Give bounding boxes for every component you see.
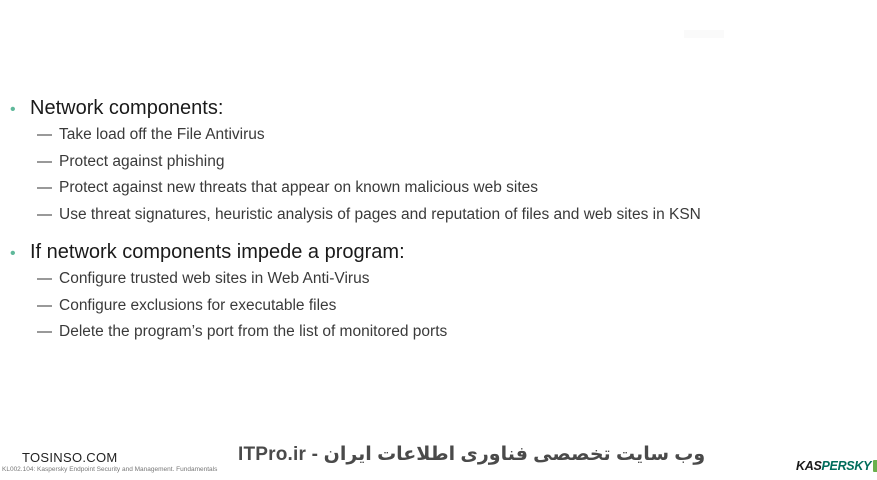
list-item <box>10 175 870 202</box>
sub-list <box>10 122 870 228</box>
dash-icon: — <box>37 205 52 223</box>
section-network-components <box>10 94 870 228</box>
bullet-heading: If network components impede a program: <box>30 241 405 263</box>
bullet-heading: Network components: <box>30 97 224 119</box>
slide-content <box>10 94 870 346</box>
dash-icon: — <box>37 179 52 196</box>
sub-list <box>10 266 870 346</box>
dash-icon: — <box>37 126 52 143</box>
list-item <box>10 202 870 229</box>
list-item <box>10 149 870 176</box>
logo-text-part2: PERSKY <box>821 459 872 473</box>
list-item-text: Delete the program’s port from the list of monitored ports <box>59 323 448 340</box>
footer-watermark: ITPro.ir - وب سایت تخصصی فناوری اطلاعات ایران <box>238 444 706 465</box>
bullet-dot-icon: • <box>10 245 16 262</box>
dash-icon: — <box>37 296 52 314</box>
list-item-text: Protect against new threats that appear on known malicious web sites <box>59 179 539 196</box>
bullet-heading-row <box>10 94 870 122</box>
list-item <box>10 293 870 320</box>
list-item-text: Take load off the File Antivirus <box>59 126 265 143</box>
list-item-text: Configure exclusions for executable files <box>59 296 337 314</box>
bullet-dot-icon: • <box>10 101 16 118</box>
logo-text <box>796 459 871 473</box>
list-item <box>10 319 870 346</box>
bullet-heading-row <box>10 238 870 266</box>
list-item-text: Use threat signatures, heuristic analysis of pages and reputation of files and web sites in KSN <box>59 205 701 223</box>
list-item-text: Configure trusted web sites in Web Anti-Virus <box>59 270 370 287</box>
footer-course-label: KL002.104: Kaspersky Endpoint Security and Management. Fundamentals <box>2 466 218 473</box>
dash-icon: — <box>37 323 52 340</box>
footer-site-name: TOSINSO.COM <box>22 450 118 465</box>
list-item <box>10 266 870 293</box>
kaspersky-logo <box>796 459 877 473</box>
dash-icon: — <box>37 152 52 170</box>
list-item <box>10 122 870 149</box>
list-item-text: Protect against phishing <box>59 152 225 170</box>
faint-header-mark <box>684 30 724 38</box>
logo-text-part1: KAS <box>796 459 822 473</box>
section-impede-program <box>10 238 870 346</box>
lab-badge-icon <box>873 460 877 472</box>
dash-icon: — <box>37 270 52 287</box>
